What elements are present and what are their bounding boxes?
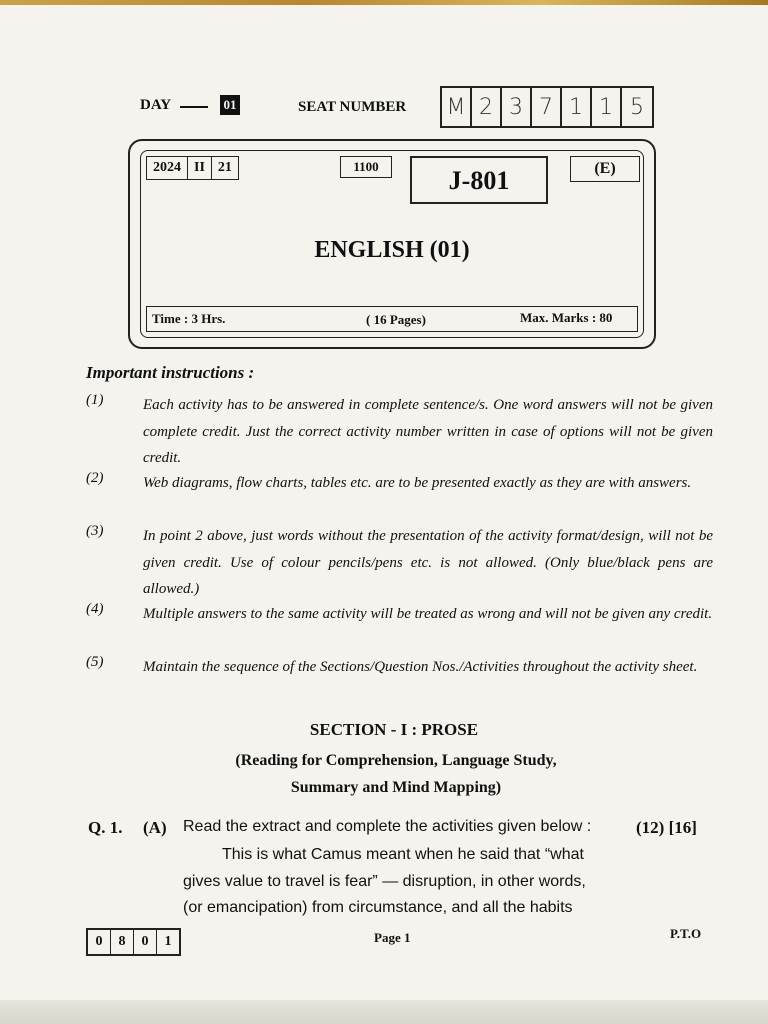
passage-line: gives value to travel is fear” — disruption, in other words, (183, 873, 586, 890)
instruction-number: (1) (86, 392, 104, 408)
question-text: Read the extract and complete the activities given below : (183, 818, 592, 835)
footer-code-digit: 0 (134, 930, 157, 954)
date-year: 2024 (147, 157, 188, 179)
seat-number-label: SEAT NUMBER (298, 99, 407, 115)
paper-code-box: J-801 (410, 156, 548, 204)
question-number: Q. 1. (88, 818, 123, 837)
instruction-number: (5) (86, 654, 104, 670)
day-dash (180, 106, 208, 108)
instruction-text: Each activity has to be answered in complete sentence/s. One word answers will not be given complete credit. Just the correct activity number written in case of options will not be given credit. (143, 397, 713, 466)
exam-code-box: 1100 (340, 156, 392, 178)
seat-digit: 7 (532, 88, 562, 126)
seat-number-boxes (440, 86, 654, 128)
seat-digit: 1 (562, 88, 592, 126)
exam-date-boxes (146, 156, 239, 180)
passage-line: (or emancipation) from circumstance, and all the habits (183, 899, 573, 916)
exam-max-marks: Max. Marks : 80 (520, 310, 613, 325)
section-title: SECTION - I : PROSE (309, 720, 479, 739)
day-label: DAY (140, 97, 172, 113)
instruction-text: Multiple answers to the same activity will be treated as wrong and will not be given any credit. (143, 606, 713, 622)
page-bottom-edge (0, 1000, 768, 1024)
instruction-number: (2) (86, 470, 104, 486)
footer-code-digit: 8 (111, 930, 134, 954)
section-subtitle: Summary and Mind Mapping) (290, 779, 502, 796)
exam-pages: ( 16 Pages) (366, 312, 426, 327)
exam-time: Time : 3 Hrs. (152, 311, 226, 326)
instruction-text: Maintain the sequence of the Sections/Question Nos./Activities throughout the activity sheet. (143, 659, 698, 675)
seat-digit: M (442, 88, 472, 126)
footer-code-boxes (86, 928, 181, 956)
page-top-edge (0, 0, 768, 5)
date-day: 21 (217, 160, 232, 175)
instruction-number: (4) (86, 601, 104, 617)
page-number: Page 1 (374, 930, 411, 945)
footer-code-digit: 0 (88, 930, 111, 954)
instruction-text: In point 2 above, just words without the presentation of the activity format/design, will not be given credit. Use of colour pencils/pens etc. is not allowed. (Only blue/black pens are allowed.) (143, 528, 713, 597)
date-month: II (188, 157, 212, 179)
pto-label: P.T.O (670, 926, 702, 941)
question-part: (A) (143, 818, 167, 837)
seat-digit: 2 (472, 88, 502, 126)
medium-box: (E) (570, 156, 640, 182)
passage-line: This is what Camus meant when he said that “what (222, 846, 584, 863)
footer-code-digit: 1 (164, 934, 172, 949)
question-marks: (12) [16] (636, 818, 697, 837)
instruction-text: Web diagrams, flow charts, tables etc. are to be presented exactly as they are with answers. (143, 475, 692, 491)
day-value: 01 (220, 95, 240, 115)
seat-digit: 5 (630, 95, 644, 120)
seat-digit: 3 (502, 88, 532, 126)
seat-digit: 1 (592, 88, 622, 126)
instruction-number: (3) (86, 523, 104, 539)
section-subtitle: (Reading for Comprehension, Language Study, (235, 752, 557, 769)
instructions-title: Important instructions : (86, 363, 255, 382)
subject-title: ENGLISH (01) (314, 237, 470, 263)
